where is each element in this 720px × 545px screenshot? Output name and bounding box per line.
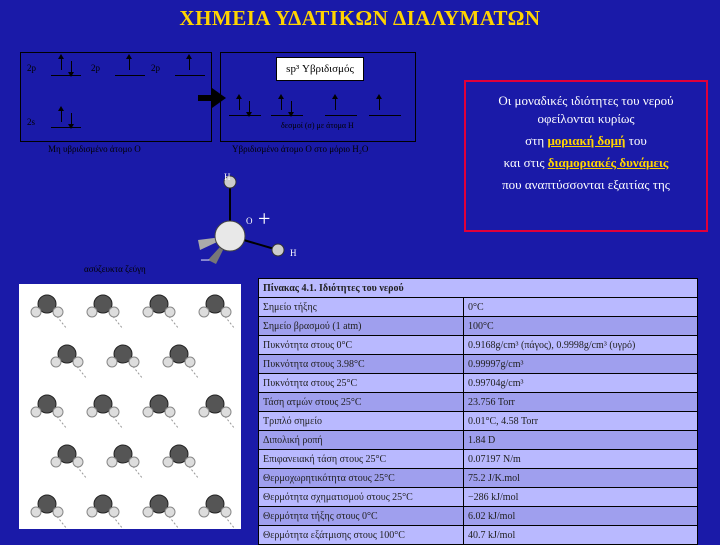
hydrogen-atom (199, 307, 209, 317)
table-row (259, 507, 698, 526)
property-value-cell: 0.99704g/cm³ (464, 374, 698, 393)
property-name-cell: Πυκνότητα στους 3.98°C (259, 355, 464, 374)
hydrogen-atom (87, 507, 97, 517)
property-name-cell: Θερμοχωρητικότητα στους 25°C (259, 469, 464, 488)
hydrogen-atom (165, 507, 175, 517)
note-line-3 (472, 154, 700, 172)
water-molecule-diagram (170, 168, 290, 278)
hydrogen-atom (221, 307, 231, 317)
orbital-line (271, 115, 303, 116)
property-value-cell: 23.756 Torr (464, 393, 698, 412)
table-row (259, 469, 698, 488)
orbital-line (115, 75, 145, 76)
property-name-cell: Πυκνότητα στους 0°C (259, 336, 464, 355)
property-value-cell: 100°C (464, 317, 698, 336)
minus-charge: − (200, 250, 211, 270)
note-molecular-structure: μοριακή δομή (547, 133, 626, 148)
property-value-cell: 6.02 kJ/mol (464, 507, 698, 526)
orbital-line (229, 115, 261, 116)
unhybridized-orbital-panel (20, 52, 212, 142)
property-value-cell: 1.84 D (464, 431, 698, 450)
atom-label-h-right: H (290, 248, 297, 258)
table-row (259, 431, 698, 450)
note-intermolecular-forces: διαμοριακές δυνάμεις (547, 155, 669, 170)
note-line-2 (472, 132, 700, 150)
orbital-label-2p-3: 2p (151, 63, 160, 73)
table-row (259, 393, 698, 412)
property-name-cell: Σημείο τήξης (259, 298, 464, 317)
property-value-cell: −286 kJ/mol (464, 488, 698, 507)
table-row (259, 298, 698, 317)
atom-label-h-top: H (224, 172, 231, 182)
electron-up-arrow (239, 98, 240, 110)
table-caption-row (259, 279, 698, 298)
hydrogen-atom (163, 357, 173, 367)
property-name-cell: Πυκνότητα στους 25°C (259, 374, 464, 393)
hydrogen-atom (87, 407, 97, 417)
hydrogen-atom (129, 357, 139, 367)
unhybridized-caption: Μη υβριδισμένο άτομο O (48, 144, 141, 154)
electron-up-arrow (61, 58, 62, 70)
hydrogen-atom (53, 307, 63, 317)
orbital-label-2p-1: 2p (27, 63, 36, 73)
hydrogen-atom (199, 507, 209, 517)
hydrogen-atom (185, 457, 195, 467)
lone-pair-caption: ασύζευκτα ζεύγη (84, 264, 146, 274)
hydrogen-atom (165, 407, 175, 417)
hydrogen-atom (109, 307, 119, 317)
electron-down-arrow (71, 113, 72, 125)
atom-label-o: O (246, 216, 253, 226)
property-name-cell: Τάση ατμών στους 25°C (259, 393, 464, 412)
electron-up-arrow (335, 98, 336, 110)
note-line-3-pre: και στις (503, 155, 545, 170)
hydrogen-atom (51, 457, 61, 467)
hydrogen-atom (165, 307, 175, 317)
hydrogen-atom (143, 407, 153, 417)
electron-down-arrow (71, 61, 72, 73)
property-name-cell: Διπολική ροπή (259, 431, 464, 450)
orbital-line (325, 115, 357, 116)
ice-lattice-svg (19, 284, 241, 529)
note-line-2-pre: στη (525, 133, 545, 148)
property-name-cell: Θερμότητα τήξης στους 0°C (259, 507, 464, 526)
hydrogen-atom (73, 357, 83, 367)
property-value-cell: 40.7 kJ/mol (464, 526, 698, 545)
hydrogen-atom (199, 407, 209, 417)
property-value-cell: 0°C (464, 298, 698, 317)
hydrogen-atom (221, 407, 231, 417)
note-line-2-post: του (628, 133, 647, 148)
property-value-cell: 75.2 J/K.mol (464, 469, 698, 488)
electron-up-arrow (61, 110, 62, 122)
property-name-cell: Επιφανειακή τάση στους 25°C (259, 450, 464, 469)
orbital-label-2s: 2s (27, 117, 36, 127)
property-name-cell: Τριπλό σημείο (259, 412, 464, 431)
bond-caption: δεσμοί (σ) με άτομα H (281, 121, 354, 130)
water-properties-table (258, 278, 698, 545)
orbital-line (51, 127, 81, 128)
hydrogen-atom (73, 457, 83, 467)
plus-charge: + (258, 206, 271, 231)
table-row (259, 355, 698, 374)
orbital-line (369, 115, 401, 116)
hybridization-label: sp³ Υβριδισμός (276, 57, 364, 81)
hydrogen-atom (107, 457, 117, 467)
hydrogen-atom (53, 407, 63, 417)
hydrogen-atom (31, 307, 41, 317)
hydrogen-atom (143, 307, 153, 317)
hydrogen-atom (143, 507, 153, 517)
properties-note-box (464, 80, 708, 232)
electron-up-arrow (129, 58, 130, 70)
table-row (259, 526, 698, 545)
property-value-cell: 0.07197 N/m (464, 450, 698, 469)
hydrogen-atom (31, 407, 41, 417)
property-value-cell: 0.99997g/cm³ (464, 355, 698, 374)
hydrogen-atom (185, 357, 195, 367)
property-name-cell: Θερμότητα εξάτμισης στους 100°C (259, 526, 464, 545)
note-line-4: που αναπτύσσονται εξαιτίας της (502, 177, 670, 192)
electron-up-arrow (189, 58, 190, 70)
hydrogen-atom (107, 357, 117, 367)
orbital-label-2p-2: 2p (91, 63, 100, 73)
table-row (259, 317, 698, 336)
hydrogen-atom (109, 507, 119, 517)
electron-down-arrow (291, 101, 292, 113)
hydrogen-atom (109, 407, 119, 417)
table-row (259, 450, 698, 469)
hydrogen-atom (87, 307, 97, 317)
orbital-line (51, 75, 81, 76)
orbital-line (175, 75, 205, 76)
ice-crystal-structure-image (19, 284, 241, 529)
hydrogen-atom (53, 507, 63, 517)
electron-up-arrow (281, 98, 282, 110)
property-name-cell: Θερμότητα σχηματισμού στους 25°C (259, 488, 464, 507)
property-value-cell: 0.01°C, 4.58 Torr (464, 412, 698, 431)
hydrogen-atom (51, 357, 61, 367)
electron-up-arrow (379, 98, 380, 110)
hybridized-caption: Υβριδισμένο άτομο O στο μόριο H₂O (232, 144, 369, 154)
table-row (259, 374, 698, 393)
page-title: ΧΗΜΕΙΑ ΥΔΑΤΙΚΩΝ ΔΙΑΛΥΜΑΤΩΝ (179, 6, 541, 30)
hydrogen-atom (31, 507, 41, 517)
table-row (259, 336, 698, 355)
hydrogen-atom (129, 457, 139, 467)
electron-down-arrow (249, 101, 250, 113)
property-value-cell: 0.9168g/cm³ (πάγος), 0.9998g/cm³ (υγρό) (464, 336, 698, 355)
hydrogen-atom (163, 457, 173, 467)
hydrogen-atom (221, 507, 231, 517)
table-row (259, 412, 698, 431)
property-name-cell: Σημείο βρασμού (1 atm) (259, 317, 464, 336)
table-row (259, 488, 698, 507)
note-line-1: Οι μοναδικές ιδιότητες του νερού οφείλονται κυρίως (498, 93, 674, 126)
table-caption: Πίνακας 4.1. Ιδιότητες του νερού (259, 279, 698, 298)
